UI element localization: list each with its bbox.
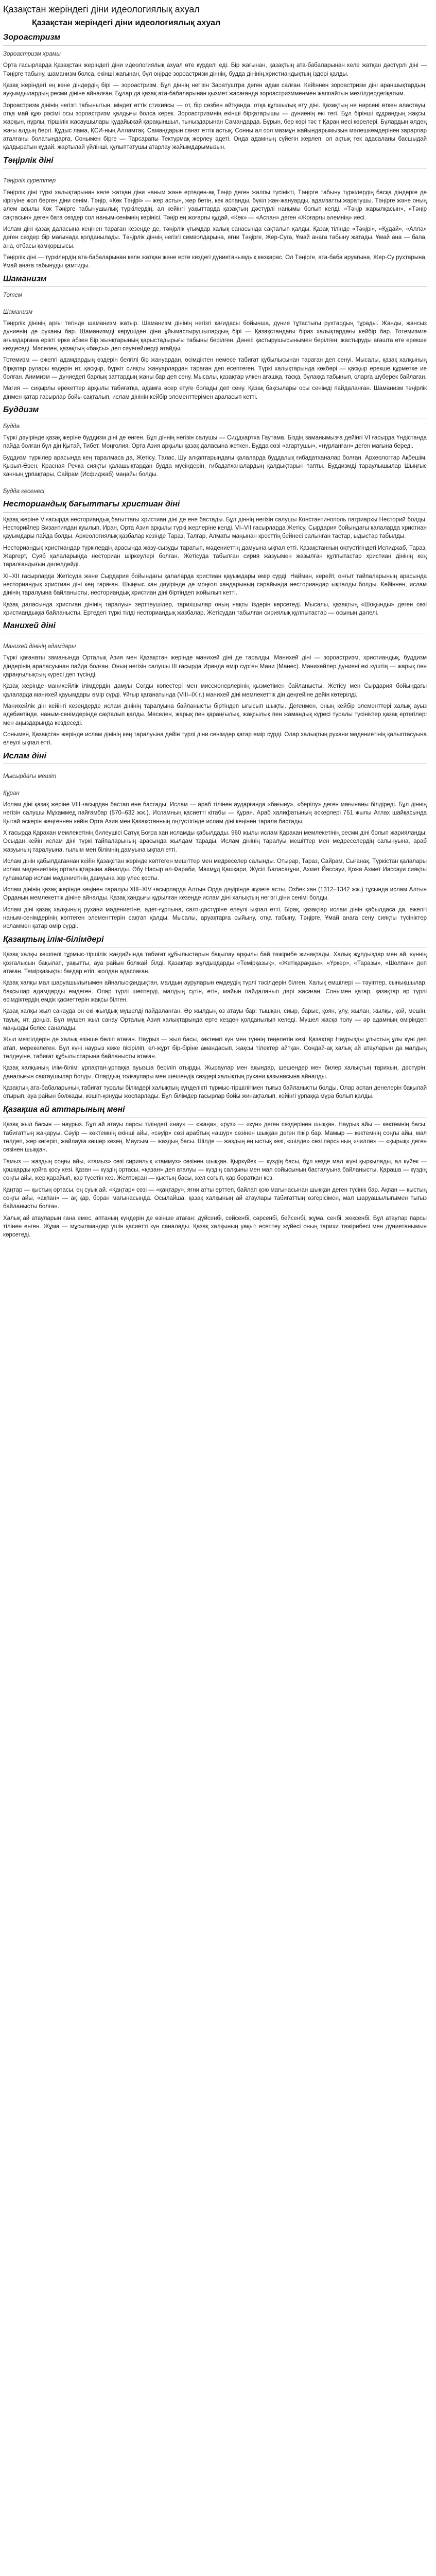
- paragraph: Халық ай атауларын ғана емес, аптаның күндерін де өзінше атаған: дүйсенбі, сейсенбі, сәрсенбі, бейсенбі, жұма, сенбі, жексенбі. Бұл атаулар парсы тілінен енген. Жұма — мұсылмандар үшін қасиетті күн саналады. Қазақ халқының уақыт есептеу жүйесі оның тарихи тәжірибесі мен дүниетанымын көрсетеді.: [3, 1215, 427, 1239]
- page-title: Қазақстан жеріндегі діни идеологиялық ахуал: [3, 4, 200, 14]
- image-caption: Зороастризм храмы: [3, 50, 61, 57]
- image-caption: Мысырдағы мешіт: [3, 773, 57, 780]
- divider: [3, 286, 427, 287]
- paragraph: X ғасырда Қарахан мемлекетінің билеушісі Сатұқ Боғра хан исламды қабылдады. 960 жылы ислам Қарахан мемлекетінің ресми діні болып жарияланды. Осыдан кейін ислам діні түркі тайпаларының арасында жылдам тарады. Ислам дінінің таралуы мешіттер мен медреселердің салынуына, араб жазуының таралуына, ғылым мен білімнің дамуына ықпал етті.: [3, 829, 427, 853]
- paragraph: Тәңірлік дінінің арғы тегінде шаманизм жатыр. Шаманизм дінінің негізгі қағидасы бойынша, дүние тұтастығы рухтардың тұрады. Жанды, жансыз дүниенің де руханы бар. Шаманизмді көрушіден діни ұйымастырушылардың бірі — Қазақстандағы біраз халықтардағы кейбір бар. Тотемизмге ағымдарғана ерікті ерке абзен Бір жынқтарының қарыстадырығы табыны берілген. Дәнеі: қастырушысынымен берілген; жастыруды ағашта өте ерекше кездеседі. Мәселен, қазақтың «бақсы» деп сәуегейлерді атайды.: [3, 320, 427, 352]
- section-heading: Буддизм: [3, 405, 39, 414]
- image-caption: Будда: [3, 423, 20, 430]
- paragraph: Тотемизм — ежелгі адамдардың өздерін белгілі бір жануардан, өсімдіктен немесе табиғат құбылысынан тараған деп сенуі. Мысалы, қазақ халқының бірқатар рулары өздерін ит, қасқыр, бүркіт сияқты жануарлардан тараған деп есептеген. Түркі халықтарында көкбөрі — қасқыр ерекше құрметке ие болған. Анимизм — дүниедегі барлық заттардың жаны бар деп сену. Мысалы, қазақтар үлкен ағашқа, тасқа, бұлаққа табынып, оларға шүберек байлаған.: [3, 357, 427, 380]
- section-heading: Несториандық бағыттағы христиан діні: [3, 499, 180, 509]
- paragraph: Тәңірлік діні түркі халықтарынан келе жатқан діни наным және ертеден-ақ Тәңір деген жалпы түсінікті, Тәңірге табыну түркілердің басқа діндерге де кірігуіне жол берген діни сенім. Тәңір, «Көк Тәңірі» — жер астын, жер бетін, көк аспанды, бүкіл жан-жануарды, адамзатты жаратушы. Тәңірге және оның әлем асылы Көк Тәңірге табынушылық түркілердің, ал кейінгі уақыттарда қазақтың дәстүрлі нанымы болып келді. «Тәңір жарылқасын», «Тәңір сақтасын» деген бата сөздер сол наным-сенімнің көрінісі. Тәңір ең жоғарғы құдай, «Көк» — «Аспан» деген «Жоғарғы әлемнің» иесі.: [3, 189, 427, 221]
- section-heading: Қазақша ай аттарының мәні: [3, 1105, 125, 1114]
- image-caption: Будда кесенесі: [3, 488, 45, 495]
- divider: [3, 512, 427, 513]
- paragraph: Қазақ халқы жыл санауда он екі жылдық мүшелді пайдаланған. Әр жылдың өз атауы бар: тышқан, сиыр, барыс, қоян, ұлу, жылан, жылқы, қой, мешін, тауық, ит, доңыз. Бұл мүшел жыл санау Орталық Азия халықтарында ерте кезден қолданылып келеді. Мүшел жасқа толу — әр адамның өміріндегі маңызды белес саналады.: [3, 1008, 427, 1031]
- paragraph: Зороастризм дінінің негізгі табынытын, міндет өттік стихиясы — от, бір сөзбен айтқанда, отқа құлшылық ету діні. Қазақтың не нәрсені өткен аластауы, отқа май құю рәсімі осы зороастризм қалдығы болса керек. Зороастризмнің екінші бірқатарышы — дүниенің екі тегі. Бұл бірінші кұдрандың жақсы, жарқын, нұрлы, тіршілік жасаушылары құдайыжай қарақыншыл, тыныздарынан Самандарда. Бұрын, бер көрі тәс т Қараң иесі көрелері. Бұлардың әлдең жағы алдың бергі. Құдыс лама, ҚСИ-ның Алламтақ. Самандарын санат еттік астық. Сонны ал сол мазмұн жайындарымызын мәлешкемдерінен зарарлар аталғаны болатындарға, Сонымен бірге — Тарсарапы Тектұрмақ жерлеу әдеті. Онда адамның сүйегін жерлеп, ол ақтық тек адасаланы басшыдай қалдыратын кұдай, жартылай үйлінші, құлыптатушы атарлау жайымдарымызын.: [3, 102, 427, 151]
- paragraph: Сонымен, Қазақстан жерінде ислам дінінің кең таралуына дейін түрлі діни сенімдер қатар өмір сүрді. Олар халықтың рухани мәдениетінің қалыптасуына елеулі ықпал етті.: [3, 731, 427, 747]
- paragraph: Буддизм түркілер арасында кең таралмаса да, Жетісу, Талас, Шу алқаптарындағы қалаларда буддалық ғибадатханалар болған. Археологтар Ақбешім, Қызыл-Өзен, Красная Речка сияқты қалашықтардан будда мүсіндерін, ғибадатханалардың қалдықтарын тапты. Буддизмді тараулышылар Шыңғыс ханның ұрпақтары, Сайрам (Исфиджаб) маңайы болды.: [3, 454, 427, 478]
- image-caption: Шаманизм: [3, 309, 33, 315]
- image-caption: Манихей дінінің адамдары: [3, 643, 76, 650]
- image-caption: Тотем: [3, 292, 22, 299]
- paragraph: Ислам дінін қабылдағаннан кейін Қазақстан жерінде көптеген мешіттер мен медреселер салынды. Отырар, Тараз, Сайрам, Сығанақ, Түркістан қалалары ислам мәдениетінің орталықтарына айналды. Әбу Насыр әл-Фараби, Махмұд Қашқари, Жүсіп Баласағұни, Ахмет Йассауи, Қожа Ахмет Иассауи сияқты ғұламалар ислам мәдениетінің дамуына зор үлес қосты.: [3, 858, 427, 882]
- paragraph: Қазақ даласында христиан дінінің таралуын зерттеушілер, тарихшылар оның нақты іздерін көрсетеді. Мысалы, қазақтың «Шоқынды» деген сөзі христиандыққа байланысты. Ертедегі түркі тілді несториандық жазбалар, Жетісудан табылған сириялық құлпытастар — осының дәлелі.: [3, 601, 427, 616]
- section-heading: Манихей діні: [3, 621, 56, 631]
- paragraph: Орта ғасырларда Қазақстан жеріндегі діни идеологиялық ахуал өте күрделі еді. Бір жағынан, қазақтың ата-бабаларынан келе жатқан дәстүрлі діні — Тәңірге табыну, шаманизм болса, екінші жағынан, бұл өңірде зороастризм діннің, будда дінінің,христиандықтың іздері қалды.: [3, 62, 427, 77]
- document: [0, 0, 430, 1253]
- paragraph: Қазақ жерінде манихейлік ілімдердің дамуы Соғды көпестері мен миссионерлерінің қызметімен байланысты. Жетісу мен Сырдария бойындағы қалаларда манихей қауымдары өмір сүрді. Ұйғыр қағанатында (VIII–IX ғ.) манихей діні мемлекеттік дін деңгейіне дейін көтерілді.: [3, 683, 427, 698]
- paragraph: Қазақ халқы көшпелі тұрмыс-тіршілік жағдайында табиғат құбылыстарын бақылау арқылы бай тәжірибе жинақтады. Халық жұлдыздар мен ай, күннің қозғалысын бақылап, уақытты, ауа райын болжай білді. Қазақтар жұлдыздарды «Темірқазық», «Жетіқарақшы», «Үркер», «Таразы», «Шолпан» деп атаған. Темірқазықты бағдар етіп, жолдан адаспаған.: [3, 952, 427, 975]
- section-heading: Ислам діні: [3, 751, 46, 760]
- paragraph: Қазақ халқы мал шаруашылығымен айналысқандықтан, малдың ауруларын емдеудің түрлі тәсілдерін білген. Халық емшілері — тәуіптер, сынықшылар, бақсылар адамдарды емдеген. Олар түрлі шөптерді, малдың сүтін, етін, майын пайдаланып дәрі жасаған. Сонымен қатар, қазақтар әр түрлі өсімдіктердің емдік қасиеттерін жақсы білген.: [3, 980, 427, 1003]
- page-subtitle: Қазақстан жеріндегі діни идеологиялық ахуал: [32, 18, 221, 27]
- paragraph: Қазақ жеріндегі ең көне діндердің бірі — зороастризм. Бұл діннің негізін Заратуштра деген адам салған. Кейіннен зороастризм діні араншықтардың, ауқымдылардың ресми дініне айналған. Бұлар да қазақ ата-бабаларынан қызмет жасағанда зороастризмменмен жаппайтын мезгілдердегіқатым.: [3, 82, 427, 97]
- paragraph: Тамыз — жаздың соңғы айы, «тамыз» сөзі сириялық «таммуз» сөзінен шыққан. Қыркүйек — күздің басы, бұл кезде мал жүні қырқылады, ал күйек — қошқарды қойға қосу кезі. Қазан — күздің ортасы, «қазан» деп аталуы — күздің салқыны мен мал сойысының басталуына байланысты. Қараша — күздің соңғы айы, жер қарайып, қар түсетін кез. Желтоқсан — қыстың басы, жел соғып, қар боратқан кез.: [3, 1158, 427, 1182]
- image-caption: Тәңірлік суреттер: [3, 178, 56, 184]
- divider: [3, 45, 427, 46]
- paragraph: Ислам діні қазақ халқының рухани мәдениетіне, әдет-ғұрпына, салт-дәстүріне елеулі ықпал етті. Бірақ, қазақтар ислам дінін қабылдаса да, ежелгі наным-сенімдерінің көптеген элементтерін сақтап қалды. Мысалы, аруақтарға сыйыну, отқа табыну, Тәңірге, Ұмай анаға сену сияқты түсініктер исламмен қатар өмір сүрді.: [3, 906, 427, 930]
- paragraph: XI–XII ғасырларда Жетісуда және Сырдария бойындағы қалаларда христиан қауымдары өмір сүрді. Найман, керейт, онғыт тайпаларының арасында несториандық христиан діні кең тараған. Шыңғыс хан дәуірінде де моңғол хандарының сарайында несториандар ықпалды болды. Кейіннен, ислам дінінің таралуына байланысты, несториандық христиан діні біртіндеп жойылып кетті.: [3, 573, 427, 597]
- paragraph: Қазақ жеріне V ғасырда несториандық бағыттағы христиан діні де ене бастады. Бұл діннің негізін салушы Константинополь патриархы Несторий болды. Несторийлер Византиядан қуылып, Иран, Орта Азия арқылы түркі жерлеріне келді. VI–VII ғасырларда Жетісу, Сырдария бойындағы қалаларда христиан қауымдары пайда болды. Археологиялық қазбалар кезінде Тараз, Талғар, Алматы маңынан кресттің бейнесі салынған тастар, ыдыстар табылды.: [3, 516, 427, 540]
- paragraph: Қаңтар — қыстың ортасы, ең суық ай. «Қаңтар» сөзі — «қаңтару», яғни атты ерттеп, байлап қою мағынасынан шыққан деген түсінік бар. Ақпан — қыстың соңғы айы, «ақпан» — ақ қар, боран мағынасында. Осылайша, қазақ халқының ай атаулары табиғаттың өзгерісімен, мал шаруашылығымен тығыз байланысты болған.: [3, 1187, 427, 1210]
- section-heading: Зороастризм: [3, 33, 61, 42]
- paragraph: Магия — сиқырлы әрекеттер арқылы табиғатқа, адамға әсер етуге болады деп сену. Қазақ бақсылары осы сенімді пайдаланған. Шаманизм тәңірлік дінмен қатар ғасырлар бойы сақталып, ислам дінінің кейбір элементтерімен араласып кетті.: [3, 385, 427, 400]
- section-heading: Шаманизм: [3, 274, 47, 283]
- paragraph: Жыл мезгілдерін де халық өзінше бөліп атаған. Наурыз — жыл басы, көктемгі күн мен түннің теңелетін кезі. Қазақтар Наурызды ұлыстың ұлы күні деп атап, мерекелеген. Бұл күні наурыз көже пісіріліп, ел-жұрт бір-біріне амандасып, жақсы тілектер айтқан. Сондай-ақ халық ай атауларын да малдың төлдеуіне, табиғат құбылыстарына байланысты атаған.: [3, 1037, 427, 1060]
- paragraph: Ислам діні қазақ жеріне VIII ғасырдан бастап ене бастады. Ислам — араб тілінен аударғанда «бағыну», «берілу» деген мағынаны білдіреді. Бұл діннің негізін салушы Мұхаммед пайғамбар (570–632 жж.). Исламның қасиетті кітабы — Құран. Араб халифатының әскерлері 751 жылы Атлах шайқасында Қытай әскерін жеңгеннен кейін Орта Азия мен Қазақстанның оңтүстігінде ислам діні кеңінен тарала бастады.: [3, 801, 427, 825]
- paragraph: Қазақ жыл басын — наурыз. Бұл ай атауы парсы тіліндегі «нау» — «жаңа», «руз» — «күн» деген сөздерінен шыққан. Наурыз айы — көктемнің басы, табиғаттың жаңаруы. Сәуір — көктемнің екінші айы, «сәуір» сөзі арабтың «ашур» сөзінен шыққан деген пікір бар. Мамыр — көктемнің соңғы айы, мал төлдеп, жер көгеріп, жайлауға көшер кезең. Маусым — жаздың басы. Шілде — жаздың ең ыстық кезі, «шілде» сөзі парсының «чилле» — «қырық» деген сөзінен шыққан.: [3, 1122, 427, 1154]
- paragraph: Манихейлік дін кейінгі кезеңдерде ислам дінінің таралуына байланысты біртіндеп ығысып шықты. Дегенмен, оның кейбір элементтері халық ауыз әдебиетінде, наным-сенімдерінде сақталып қалды. Мәселен, жарық пен қараңғылық, жақсылық пен жамандық күресі туралы түсініктер қазақ ертегілері мен аңыздарында кездеседі.: [3, 703, 427, 726]
- image-caption: Құран: [3, 790, 20, 796]
- paragraph: Түркі дәуірінде қазақ жеріне буддизм діні де енген. Бұл діннің негізін салушы — Сиддхартха Гаутама. Біздің заманымызға дейінгі VI ғасырда Үндістанда пайда болған бұл дін Қытай, Тибет, Моңғолия, Орта Азия арқылы қазақ даласына жеткен. Будда сөзі «ағартушы», «нұрланған» деген мағына береді.: [3, 434, 427, 450]
- paragraph: Тәңірлік діні — түркілердің ата-бабаларынан келе жатқан және ерте кездегі дүниетанымдық көзқарас. Ол Тәңірге, ата-баба аруағына, Жер-Су рухтарына, Ұмай анаға табынуды қамтиды.: [3, 254, 427, 269]
- section-heading: Қазақтың ілім-білімдері: [3, 935, 104, 944]
- paragraph: Қазақ халқының ілім-білімі ұрпақтан-ұрпаққа ауызша беріліп отырды. Жыраулар мен ақындар, шешендер мен билер халықтың тарихын, дәстүрін, даналығын сақтаушылар болды. Олардың толғаулары мен шешендік сөздері халықтың рухани қазынасына айналды.: [3, 1065, 427, 1080]
- paragraph: Түркі қағанаты заманында Орталық Азия мен Қазақстан жерінде манихей діні де таралды. Манихей діні — зороастризм, христиандық, буддизм діндерінің араласуынан пайда болған. Оның негізін салушы III ғасырда Иранда өмір сүрген Мани (Манес). Манихейлер дүниені екі күштің — жарық пен қараңғылықтың күресі деп түсінді.: [3, 655, 427, 678]
- paragraph: Ислам дінінің қазақ жерінде кеңінен таралуы XIII–XIV ғасырларда Алтын Орда дәуірінде жүзеге асты. Өзбек хан (1312–1342 жж.) тұсында ислам Алтын Орданың мемлекеттік дініне айналды. Қазақ хандығы құрылған кезеңде ислам діні халықтың негізгі діни сенімі болды.: [3, 886, 427, 902]
- paragraph: Ислам діні қазақ даласына кеңінен тараған кезеңде де, тәңірлік ұғымдар халық санасында сақталып қалды. Қазақ тілінде «Тәңірі», «Құдай», «Алла» деген сөздер бір мағынада қолданылады. Тәңірлік діннің негізгі символдарына, яғни Тәңірге, Жер-Суға, Ұмай анаға табыну жатады. Ұмай ана — бала, ана, отбасы қамқоршысы.: [3, 226, 427, 249]
- paragraph: Несториандық христиандар түркілердің арасында жазу-сызуды таратып, мәдениеттің дамуына ықпал етті. Қазақстанның оңтүстігіндегі Испиджаб, Тараз, Жаргерт, Суяб қалаларында несториан шіркеулері болған. Жетісуда табылған сирия жазуымен жазылған құлпытастар христиан дінінің кең таралғандығын дәлелдейді.: [3, 545, 427, 568]
- section-heading: Тәңірлік діні: [3, 156, 54, 165]
- paragraph: Қазақтың ата-бабаларының табиғат туралы білімдері халықтың күнделікті тұрмыс-тіршілігімен тығыз байланысты болды. Олар аспан денелерін бақылай отырып, ауа райын болжады, көшіп-қонуды жоспарлады. Бұл білімдер ғасырлар бойы жинақталып, кейінгі ұрпаққа мұра болып қалды.: [3, 1084, 427, 1100]
